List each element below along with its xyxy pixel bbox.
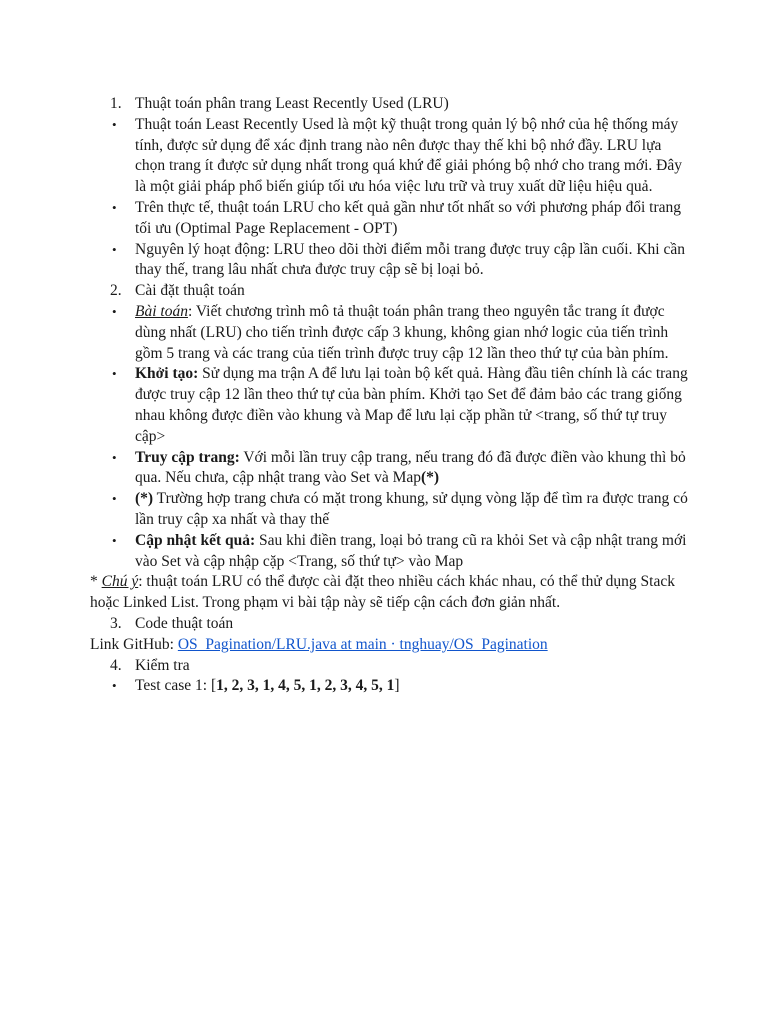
list-item — [90, 198, 690, 240]
note-text: : thuật toán LRU có thể được cài đặt theo nhiều cách khác nhau, có thể thử dụng Stack hoặc Linked List. Trong phạm vi bài tập này sẽ tiếp cận cách đơn giản nhất. — [90, 573, 675, 612]
document-body — [90, 94, 690, 697]
section-title: Thuật toán phân trang Least Recently Used (LRU) — [135, 95, 449, 112]
github-line — [90, 635, 690, 656]
note-prefix: * — [90, 573, 102, 591]
github-label: Link GitHub: — [90, 635, 178, 653]
bullet-icon: • — [112, 532, 117, 548]
test-values: 1, 2, 3, 1, 4, 5, 1, 2, 3, 4, 5, 1 — [216, 677, 395, 695]
list-item-problem — [90, 302, 690, 364]
list-item-update — [90, 531, 690, 573]
problem-text: : Viết chương trình mô tả thuật toán phân trang theo nguyên tắc trang ít được dùng nhất (LRU) cho tiến trình được cấp 3 khung, không gian nhớ logic của tiến trình gồm 5 trang và các trang của tiến trình được truy cập 12 lần theo thứ tự của bàn phím. — [135, 302, 669, 362]
section-1-heading — [90, 94, 690, 115]
star-label: (*) — [135, 490, 154, 508]
section-title: Kiểm tra — [135, 656, 190, 674]
list-number: 3. — [110, 614, 122, 632]
list-item-text: Trên thực tế, thuật toán LRU cho kết quả gần như tốt nhất so với phương pháp đổi trang tối ưu (Optimal Page Replacement - OPT) — [135, 198, 681, 237]
bullet-icon: • — [112, 241, 117, 257]
list-item-access — [90, 448, 690, 490]
list-number: 2. — [110, 282, 122, 300]
bullet-icon: • — [112, 199, 117, 215]
section-4-heading — [90, 656, 690, 677]
bullet-icon: • — [112, 678, 117, 694]
update-label: Cập nhật kết quả: — [135, 531, 256, 549]
section-title: Cài đặt thuật toán — [135, 282, 245, 300]
update-text: Sau khi điền trang, loại bỏ trang cũ ra khỏi Set và cập nhật trang mới vào Set và cập nhập cặp <Trang, số thứ tự> vào Map — [135, 531, 687, 570]
note-paragraph — [90, 572, 690, 614]
list-item-text: Nguyên lý hoạt động: LRU theo dõi thời điểm mỗi trang được truy cập lần cuối. Khi cần thay thế, trang lâu nhất chưa được truy cập sẽ bị loại bỏ. — [135, 240, 685, 279]
test-end: ] — [394, 677, 400, 695]
section-title: Code thuật toán — [135, 614, 234, 632]
bullet-icon: • — [112, 366, 117, 382]
access-label: Truy cập trang: — [135, 448, 240, 466]
list-item-star — [90, 489, 690, 531]
star-text: Trường hợp trang chưa có mặt trong khung, sử dụng vòng lặp để tìm ra được trang có lần truy cập xa nhất và thay thế — [135, 490, 688, 528]
list-item-init — [90, 364, 690, 447]
list-item-test — [90, 676, 690, 697]
list-item — [90, 240, 690, 282]
note-label: Chú ý — [101, 573, 139, 591]
github-link[interactable]: OS_Pagination/LRU.java at main · tnghuay/OS_Pagination — [177, 635, 548, 653]
list-item-text: Thuật toán Least Recently Used là một kỹ thuật trong quản lý bộ nhớ của hệ thống máy tính, được sử dụng để xác định trang nào nên được thay thế khi bộ nhớ đầy. LRU lựa chọn trang ít được sử dụng nhất trong quá khứ để giải phóng bộ nhớ cho trang mới. Đây là một giải pháp phổ biến giúp tối ưu hóa việc lưu trữ và truy xuất dữ liệu hiệu quả. — [135, 115, 682, 196]
problem-label: Bài toán — [135, 302, 188, 320]
init-label: Khởi tạo: — [135, 365, 199, 383]
list-number: 4. — [110, 656, 122, 674]
init-text: Sử dụng ma trận A để lưu lại toàn bộ kết quả. Hàng đầu tiên chính là các trang được truy cập 12 lần theo thứ tự của bàn phím. Khởi tạo Set để đảm bảo các trang giống nhau không được điền vào khung và Map để lưu lại cặp phần tử <trang, số thứ tự truy cập> — [135, 365, 688, 445]
bullet-icon: • — [112, 449, 117, 465]
section-3-heading — [90, 614, 690, 635]
list-item — [90, 115, 690, 198]
bullet-icon: • — [112, 303, 117, 319]
access-suffix: (*) — [421, 469, 440, 487]
access-text: Với mỗi lần truy cập trang, nếu trang đó đã được điền vào khung thì bỏ qua. Nếu chưa, cập nhật trang vào Set và Map — [135, 448, 686, 487]
bullet-icon: • — [112, 491, 117, 507]
list-number: 1. — [110, 95, 122, 112]
bullet-icon: • — [112, 116, 117, 132]
section-2-heading — [90, 281, 690, 302]
test-label: Test case 1: [ — [135, 677, 217, 695]
